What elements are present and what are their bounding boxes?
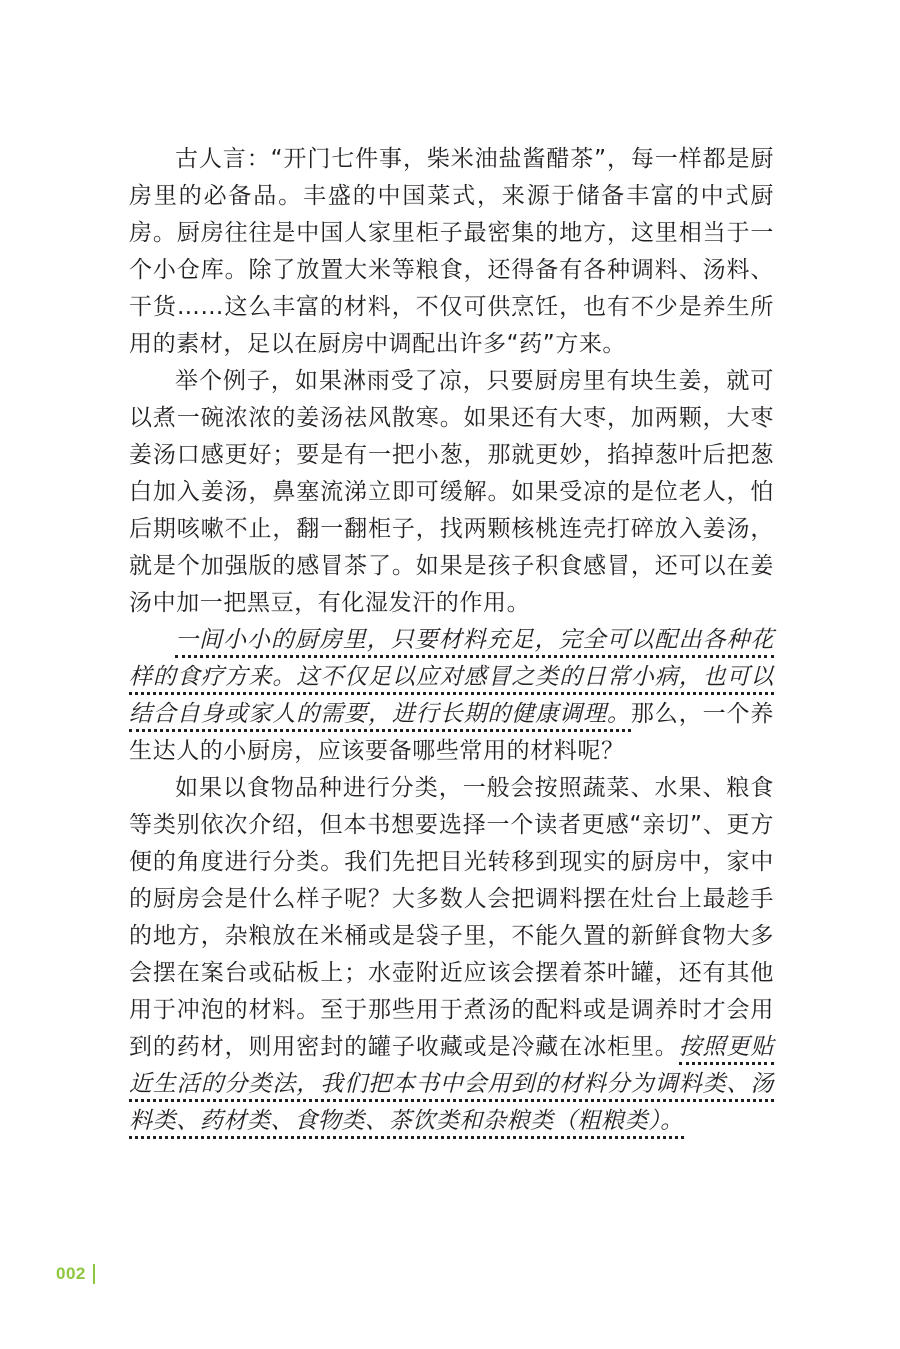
page-footer xyxy=(56,1262,95,1286)
paragraph-intro xyxy=(129,141,774,363)
paragraph-text: 如果以食物品种进行分类，一般会按照蔬菜、水果、粮食等类别依次介绍，但本书想要选择一个读者更感“亲切”、更方便的角度进行分类。我们先把目光转移到现实的厨房中，家中的厨房会是什么样子呢？大多数人会把调料摆在灶台上最趁手的地方，杂粮放在米桶或是袋子里，不能久置的新鲜食物大多会摆在案台或砧板上；水壶附近应该会摆着茶叶罐，还有其他用于冲泡的材料。至于那些用于煮汤的配料或是调养时才会用到的药材，则用密封的罐子收藏或是冷藏在冰柜里。 xyxy=(129,775,774,1060)
emphasized-text: 一间小小的厨房里，只要材料充足，完全可以配出各种花样的食疗方来。这不仅足以应对感冒之类的日常小病，也可以结合自身或家人的需要，进行长期的健康调理。 xyxy=(129,627,774,732)
emphasized-text: 按照更贴近生活的分类法，我们把本书中会用到的材料分为调料类、汤料类、药材类、食物类、茶饮类和杂粮类（粗粮类）。 xyxy=(129,1034,774,1139)
paragraph-example xyxy=(129,363,774,622)
paragraph-kitchen-remedies xyxy=(129,622,774,770)
paragraph-text: 那么，一个养生达人的小厨房，应该要备哪些常用的材料呢？ xyxy=(129,701,774,764)
paragraph-text: 古人言：“开门七件事，柴米油盐酱醋茶”，每一样都是厨房里的必备品。丰盛的中国菜式，来源于储备丰富的中式厨房。厨房往往是中国人家里柜子最密集的地方，这里相当于一个小仓库。除了放置大米等粮食，还得备有各种调料、汤料、干货……这么丰富的材料，不仅可供烹饪，也有不少是养生所用的素材，足以在厨房中调配出许多“药”方来。 xyxy=(129,146,774,357)
page-body xyxy=(129,141,774,1140)
paragraph-classification xyxy=(129,770,774,1140)
page-number: 002 xyxy=(56,1264,86,1283)
paragraph-text: 举个例子，如果淋雨受了凉，只要厨房里有块生姜，就可以煮一碗浓浓的姜汤祛风散寒。如果还有大枣，加两颗，大枣姜汤口感更好；要是有一把小葱，那就更妙，掐掉葱叶后把葱白加入姜汤，鼻塞流涕立即可缓解。如果受凉的是位老人，怕后期咳嗽不止，翻一翻柜子，找两颗核桃连壳打碎放入姜汤，就是个加强版的感冒茶了。如果是孩子积食感冒，还可以在姜汤中加一把黑豆，有化湿发汗的作用。 xyxy=(129,368,774,616)
page-number-divider xyxy=(93,1264,95,1284)
